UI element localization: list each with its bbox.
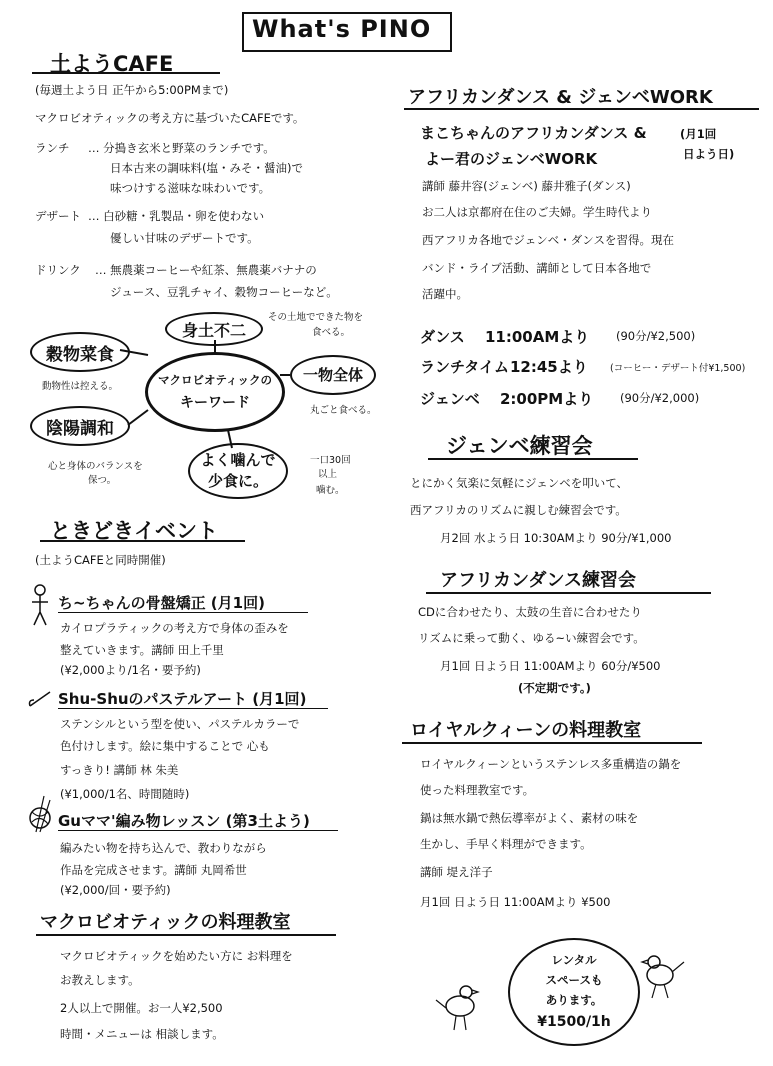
keyword-5-line-1: よく噛んで [200, 451, 276, 469]
dance-practice-line-3: 月1回 日よう日 11:00AMより 60分/¥500 [440, 659, 661, 673]
event-2-title: Shu-Shuのパステルアート (月1回) [58, 690, 307, 708]
keyword-4-note-1: 心と身体のバランスを [48, 461, 143, 472]
events-sub: (土ようCAFEと同時開催) [35, 553, 166, 567]
keyword-3-note: 丸ごと食べる。 [310, 405, 377, 416]
african-sub-2: よー君のジェンベWORK [425, 150, 598, 168]
cafe-intro: マクロビオティックの考え方に基づいたCAFEです。 [35, 111, 305, 125]
cafe-schedule: (毎週土よう日 正午から5:00PMまで) [35, 83, 229, 97]
royal-queen-heading: ロイヤルクィーンの料理教室 [410, 720, 642, 741]
page-title: What's PINO [252, 15, 432, 43]
african-line-5: 活躍中。 [422, 287, 468, 301]
macro-cooking-heading: マクロビオティックの料理教室 [40, 912, 291, 933]
african-line-2: お二人は京都府在住のご夫婦。学生時代より [422, 205, 652, 219]
event-1-line-2: 整えていきます。講師 田上千里 [60, 643, 224, 657]
lunch-line-2: 日本古来の調味料(塩・みそ・醤油)で [110, 161, 303, 175]
macro-cooking-line-1: マクロビオティックを始めたい方に お料理を [60, 949, 293, 963]
cafe-heading: 土ようCAFE [50, 52, 174, 76]
schedule-dance-name: ダンス [420, 328, 465, 346]
drink-line-2: ジュース、豆乳チャイ、穀物コーヒーなど。 [110, 285, 338, 299]
event-2-line-2: 色付けします。絵に集中することで 心も [60, 739, 270, 753]
royal-queen-line-2: 使った料理教室です。 [420, 783, 535, 797]
rental-line-1: レンタル [551, 953, 597, 967]
keyword-3: 一物全体 [302, 366, 363, 384]
schedule-lunch-time: 12:45より [510, 358, 588, 376]
keyword-center-line-1: マクロビオティックの [157, 373, 273, 387]
macro-cooking-line-4: 時間・メニューは 相談します。 [60, 1027, 224, 1041]
lunch-line-1: … 分搗き玄米と野菜のランチです。 [88, 141, 275, 155]
royal-queen-line-1: ロイヤルクィーンというステンレス多重構造の鍋を [420, 757, 682, 771]
royal-queen-line-5: 講師 堤え洋子 [420, 865, 493, 879]
djembe-practice-line-1: とにかく気楽に気軽にジェンベを叩いて、 [410, 476, 629, 490]
keyword-1-note-2: 食べる。 [312, 327, 351, 338]
keyword-5-note-1: 一口30回 [310, 455, 351, 466]
royal-queen-line-3: 鍋は無水鍋で熱伝導率がよく、素材の味を [420, 811, 639, 825]
schedule-dance-time: 11:00AMより [485, 328, 590, 346]
lunch-line-3: 味つけする滋味な味わいです。 [110, 181, 271, 195]
royal-queen-line-4: 生かし、手早く料理ができます。 [420, 837, 592, 851]
event-1-title: ち~ちゃんの骨盤矯正 (月1回) [58, 594, 265, 612]
african-sub-1: まこちゃんのアフリカンダンス & [420, 124, 647, 142]
rental-line-2: スペースも [545, 973, 603, 987]
rental-line-4: ¥1500/1h [537, 1014, 611, 1030]
keyword-1: 身土不二 [181, 321, 246, 340]
event-1-line-3: (¥2,000より/1名・要予約) [60, 663, 201, 677]
african-freq-1: (月1回 [680, 127, 717, 141]
drink-label: ドリンク [35, 263, 81, 277]
african-freq-2: 日よう日) [683, 147, 735, 161]
events-heading: ときどきイベント [50, 519, 218, 543]
drink-line-1: … 無農薬コーヒーや紅茶、無農薬バナナの [95, 263, 317, 277]
event-3-title: Guママ'編み物レッスン (第3土よう) [58, 812, 310, 830]
keyword-2: 穀物菜食 [46, 345, 114, 365]
dance-practice-heading: アフリカンダンス練習会 [440, 570, 637, 591]
keyword-2-note: 動物性は控える。 [42, 381, 119, 392]
african-line-4: バンド・ライブ活動、講師として日本各地で [422, 261, 652, 275]
keyword-4: 陰陽調和 [46, 419, 114, 439]
keyword-5-note-3: 噛む。 [316, 485, 345, 496]
schedule-djembe-time: 2:00PMより [500, 390, 594, 408]
event-2-line-3: すっきり! 講師 林 朱美 [60, 763, 179, 777]
dance-practice-line-4: (不定期です。) [518, 681, 591, 695]
african-line-3: 西アフリカ各地でジェンベ・ダンスを習得。現在 [422, 233, 674, 247]
schedule-djembe-detail: (90分/¥2,000) [620, 391, 700, 405]
royal-queen-line-6: 月1回 日よう日 11:00AMより ¥500 [420, 895, 611, 909]
dance-practice-line-1: CDに合わせたり、太鼓の生音に合わせたり [418, 605, 642, 619]
dessert-line-2: 優しい甘味のデザートです。 [110, 231, 259, 245]
event-2-line-4: (¥1,000/1名、時間随時) [60, 787, 190, 801]
keyword-1-note-1: その土地でできた物を [268, 312, 364, 323]
lunch-label: ランチ [35, 141, 70, 155]
african-line-1: 講師 藤井容(ジェンベ) 藤井雅子(ダンス) [422, 179, 631, 193]
schedule-lunch-detail: (コーヒー・デザート付¥1,500) [610, 363, 746, 374]
event-3-line-2: 作品を完成させます。講師 丸岡希世 [60, 863, 247, 877]
keyword-4-note-2: 保つ。 [88, 475, 117, 486]
event-2-line-1: ステンシルという型を使い、パステルカラーで [60, 717, 300, 731]
keyword-5-note-2: 以上 [318, 469, 338, 480]
djembe-practice-line-3: 月2回 水よう日 10:30AMより 90分/¥1,000 [440, 531, 672, 545]
schedule-dance-detail: (90分/¥2,500) [616, 329, 696, 343]
djembe-practice-line-2: 西アフリカのリズムに親しむ練習会です。 [410, 503, 627, 517]
macro-cooking-line-3: 2人以上で開催。お一人¥2,500 [60, 1001, 223, 1015]
dessert-label: デザート [35, 209, 81, 223]
dessert-line-1: … 白砂糖・乳製品・卵を使わない [88, 209, 265, 223]
event-3-line-3: (¥2,000/回・要予約) [60, 883, 171, 897]
djembe-practice-heading: ジェンベ練習会 [446, 434, 593, 458]
event-3-line-1: 編みたい物を持ち込んで、教わりながら [60, 841, 267, 855]
schedule-lunch-name: ランチタイム [420, 358, 509, 376]
african-heading: アフリカンダンス & ジェンベWORK [408, 87, 713, 108]
rental-line-3: あります。 [545, 993, 603, 1007]
keyword-center-line-2: キーワード [180, 395, 250, 411]
schedule-djembe-name: ジェンベ [420, 390, 480, 408]
dance-practice-line-2: リズムに乗って動く、ゆる~い練習会です。 [418, 631, 645, 645]
macro-cooking-line-2: お教えします。 [60, 973, 140, 987]
keyword-5-line-2: 少食に。 [207, 472, 268, 490]
event-1-line-1: カイロプラティックの考え方で身体の歪みを [60, 621, 289, 635]
